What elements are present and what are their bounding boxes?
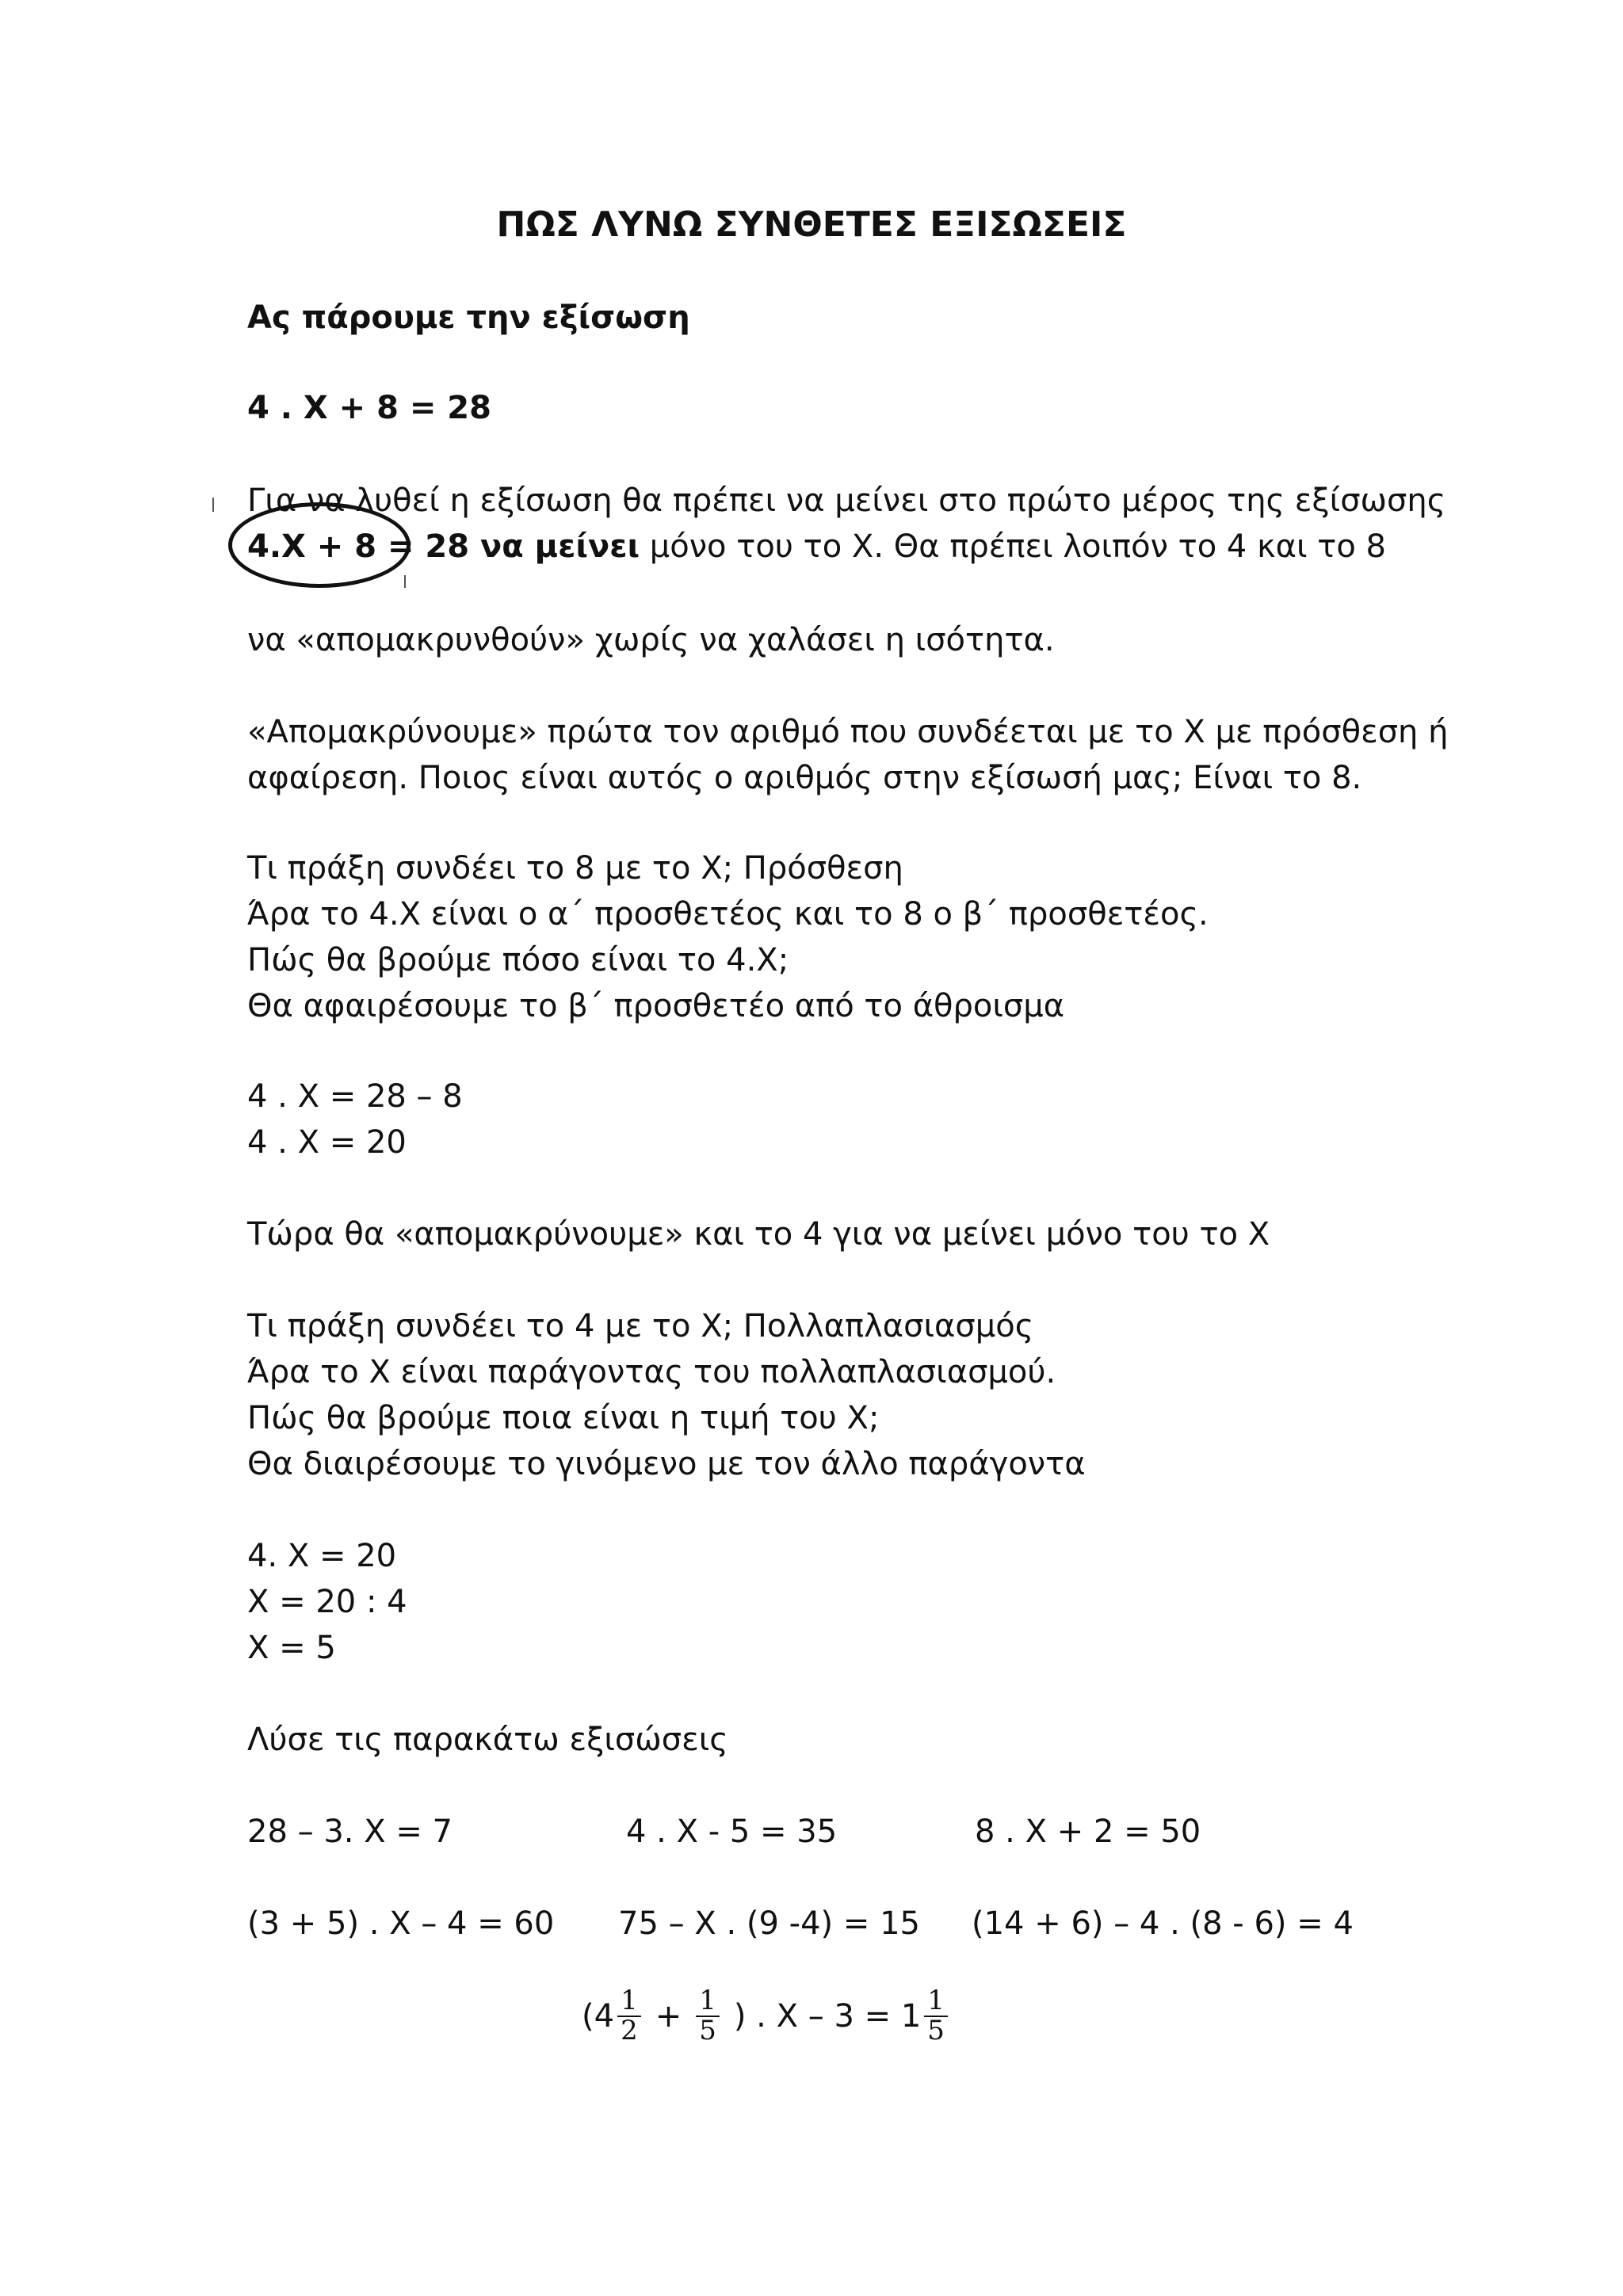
step2-line2: Χ = 20 : 4 [247,1584,407,1620]
fraction-denominator: 2 [621,2014,638,2046]
fraction-numerator: 1 [617,1987,641,2017]
fraction-denominator: 5 [699,2014,716,2046]
para5-line3: Πώς θα βρούμε ποια είναι η τιμή του Χ; [247,1400,880,1436]
para3-line4: Θα αφαιρέσουμε το β΄ προσθετέο από το άθροισμα [247,988,1065,1024]
exercise-7 [582,1987,951,2045]
fraction-one-half [617,1987,641,2045]
step1-line1: 4 . Χ = 28 – 8 [247,1078,463,1115]
para1-line1: Για να λυθεί η εξίσωση θα πρέπει να μείνει στο πρώτο μέρος της εξίσωσης [247,482,1446,519]
exercise-7-open: (4 [582,1997,615,2035]
para5-line4: Θα διαιρέσουμε το γινόμενο με τον άλλο παράγοντα [247,1446,1086,1482]
intro-text: Ας πάρουμε την εξίσωση [247,299,690,336]
fraction-one-fifth-mixed [924,1987,948,2045]
exercise-4: (3 + 5) . Χ – 4 = 60 [247,1905,555,1942]
para1-line2 [247,528,1386,565]
para2-line2: αφαίρεση. Ποιος είναι αυτός ο αριθμός στην εξίσωσή μας; Είναι το 8. [247,760,1362,796]
fraction-one-fifth [696,1987,720,2045]
page-title: ΠΩΣ ΛΥΝΩ ΣΥΝΘΕΤΕΣ ΕΞΙΣΩΣΕΙΣ [496,204,1127,245]
exercise-2: 4 . Χ - 5 = 35 [626,1814,838,1850]
fraction-denominator: 5 [927,2014,945,2046]
para5-line2: Άρα το Χ είναι παράγοντας του πολλαπλασιασμού. [247,1354,1056,1390]
para1-line2-bold: 4.Χ + 8 = 28 να μείνει [247,528,640,565]
step2-line1: 4. Χ = 20 [247,1538,397,1574]
exercise-6: (14 + 6) – 4 . (8 - 6) = 4 [972,1905,1354,1942]
exercise-5: 75 – Χ . (9 -4) = 15 [618,1905,920,1942]
fraction-numerator: 1 [924,1987,948,2017]
exercise-3: 8 . Χ + 2 = 50 [975,1814,1201,1850]
scan-mark [404,575,406,588]
para4: Τώρα θα «απομακρύνουμε» και το 4 για να μείνει μόνο του το Χ [247,1216,1270,1253]
exercise-7-mid: ) . Χ – 3 = 1 [733,1997,922,2035]
scan-mark [212,498,214,512]
highlight-ellipse [228,502,411,588]
example-equation: 4 . Χ + 8 = 28 [247,390,491,426]
para3-line2: Άρα το 4.Χ είναι ο α΄ προσθετέος και το 8 ο β΄ προσθετέος. [247,896,1209,933]
para3-line3: Πώς θα βρούμε πόσο είναι το 4.Χ; [247,942,789,978]
exercise-1: 28 – 3. Χ = 7 [247,1814,453,1850]
exercise-heading: Λύσε τις παρακάτω εξισώσεις [247,1722,728,1758]
para5-line1: Τι πράξη συνδέει το 4 με το Χ; Πολλαπλασιασμός [247,1308,1034,1344]
para1-line3: να «απομακρυνθούν» χωρίς να χαλάσει η ισότητα. [247,622,1055,658]
para3-line1: Τι πράξη συνδέει το 8 με το Χ; Πρόσθεση [247,850,903,887]
step2-line3: Χ = 5 [247,1630,336,1666]
para1-line2-rest: μόνο του το Χ. Θα πρέπει λοιπόν το 4 και το 8 [640,528,1386,565]
plus-sign: + [655,1997,682,2035]
para2-line1: «Απομακρύνουμε» πρώτα τον αριθμό που συνδέεται με το Χ με πρόσθεση ή [247,714,1449,750]
step1-line2: 4 . Χ = 20 [247,1124,407,1161]
fraction-numerator: 1 [696,1987,720,2017]
